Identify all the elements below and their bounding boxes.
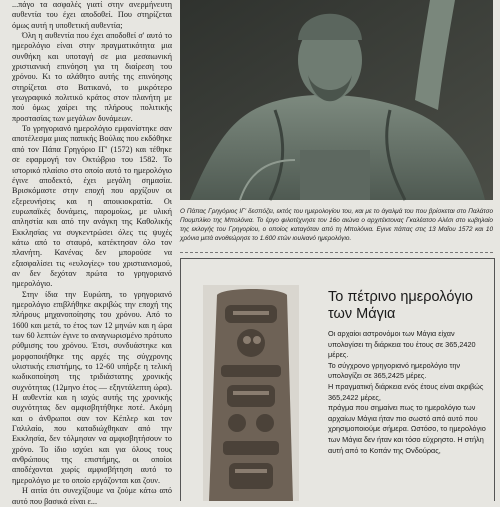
photo-caption: Ο Πάπας Γρηγόριος ΙΓ' δεσπόζει, εκτός του ημερολογίου του, και με το άγαλμά του που βρίσκεται στο Παλάτσο Πουμπλίκο της Μπολόνια. Το έργο φιλοτέχνησε τον 16ο αιώνα ο αρχιτέκτονας Γκαλέατσο Αλέσι στο ιωβηλαίο της εκλογής του Γρηγορίου, ο οποίος καταγόταν από τη Μπολόνια. Εγινε πάπας στις 13 Μαΐου 1572 και 10 χρόνια μετά ανοθεώρησε το 1.600 ετών ιουλιανό ημερολόγιο.: [180, 208, 493, 242]
maya-paragraph-4: πράγμα που σημαίνει πως το ημερολόγιο των αρχαίων Μάγια ήταν πιο σωστό από αυτό που χρησιμοποιούμε σήμερα. Ωστόσο, το ημερολόγιο των Μάγια δεν ήταν και τόσο εύχρηστο. Η στήλη αυτή από το Κοπάν της Ονδούρας,: [328, 403, 486, 455]
paragraph-3: Το γρηγοριανό ημερολόγιο εμφανίστηκε σαν αποτέλεσμα μιας παπικής Βούλας που εκδόθηκε από τον Πάπα Γρηγόριο ΙΓ' (1572) και τέθηκε σε εφαρμογή τον Οκτώβριο του 1582. Το ιστορικό πλαίσιο στο οποίο αυτό το ημερολόγιο έγινε αποδεκτό, έχει μεγάλη σημασία. Βρισκόμαστε στην εποχή που αρχίζουν οι εξερευνήσεις και η αποικιοκρατία. Οι ευρωπαϊκές δυνάμεις, παρομοίως, με υλική απληστία και από την ανάγκη της Καθολικής Εκκλησίας να συγκεντρώσει όλες τις ψυχές κάτω από το σταυρό, κατέκτησαν όλο τον πλανήτη. Κανένας δεν μπορούσε να εξασφαλίσει τις «ευλογίες» του χριστιανισμού, αν δεν δεχόταν πρώτα το γρηγοριανό ημερολόγιο.: [12, 124, 172, 289]
paragraph-1: ...πάγο τα ασφαλές γιατί στην ανερμήνευτη αυθεντία του έχει αποδοθεί. Που στηρίζεται όμως αυτή η υποθετική αυθεντία;: [12, 0, 172, 30]
article-left-column: [12, 0, 172, 506]
maya-paragraph-3: Η πραγματική διάρκεια ενός έτους είναι ακριβώς 365,2422 μέρες,: [328, 381, 484, 402]
pope-statue-photo: [180, 0, 493, 200]
maya-stone-stela-image: [203, 285, 299, 501]
pope-statue-icon: [180, 0, 493, 200]
maya-sidebar-box: [180, 258, 495, 501]
maya-paragraph-2: Το σύγχρονο γρηγοριανό ημερολόγιο την υπολογίζει σε 365,2425 μέρες.: [328, 360, 461, 381]
maya-title: Το πέτρινο ημερολόγιο των Μάγια: [328, 289, 473, 322]
paragraph-2: Όλη η αυθεντία που έχει αποδοθεί σ' αυτό το ημερολόγιο είναι στην πραγματικότητα μια συνθήκη και υποταγή σε μια μεσαιωνική χριστιανική επινόηση για τη διαίρεση του χρόνου. Κι το αλάθητο αυτής της επινόησης στηρίζεται στο Βατικανό, το μικρότερο γεωγραφικό πολιτικό κράτος στον πλανήτη με πού όμως χαίρει της πλήρους πολιτικής προστασίας των μεγάλων δυνάμεων.: [12, 31, 172, 123]
maya-body: [328, 329, 488, 456]
section-divider: [180, 252, 493, 253]
paragraph-5: Η αιτία ότι συνεχίζουμε να ζούμε κάτω από αυτό που βασικά είναι ε...: [12, 486, 172, 506]
maya-article: [328, 285, 488, 456]
maya-stone-stela-icon: [203, 285, 299, 501]
paragraph-4: Στην ίδια την Ευρώπη, το γρηγοριανό ημερολόγιο επιβλήθηκε ακριβώς την εποχή της πλήρους μηχανοποίησης του χρόνου. Από το 1600 και μετά, το έτος των 12 μηνών και η ώρα των 60 λεπτών έγινε το αναγνωρισμένο πρότυπο ρύθμισης του χρόνου. Έτσι, συνδυάστηκε και μορφοποιήθηκε της αρχές της σύγχρονης υλιστικής επιστήμης, το 12-60 υπήρξε η τελική κωδικοποίηση της τριδιάστατης χρονικής συχνότητας (12μηνο έτος — εξηντάλεπτη ώρα). Η αυθεντία και η ισχύς αυτής της χρονικής συχνότητας δεν αμφισβητήθηκε ποτέ. Ακόμη και ο άνθρωποι σαν τον Κέπλερ και τον Γαλιλαίο, που καταδιώχθηκαν από την Εκκλησία, δεν τόλμησαν να αμφισβητήσουν το χρόνο. Το ίδιο ισχύει και για όλους τους ανθρώπους της επιστήμης, οι οποίοι αποδέχονται χωρίς αμφισβήτηση αυτό το ημερολόγιο με το οποίο εργάζονται και ζουν.: [12, 289, 172, 485]
maya-paragraph-1: Οι αρχαίοι αστρονόμοι των Μάγια είχαν υπολογίσει τη διάρκεια του έτους σε 365,2420 μέρες.: [328, 329, 476, 360]
